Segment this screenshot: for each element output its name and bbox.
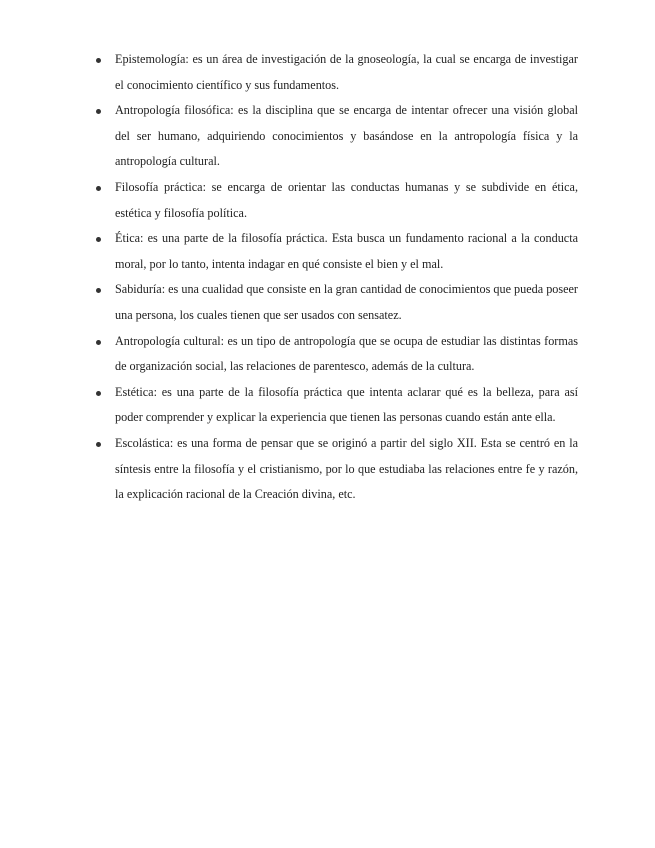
list-item: [96, 98, 578, 175]
list-item-text: Epistemología: es un área de investigación de la gnoseología, la cual se encarga de investigar el conocimiento científico y sus fundamentos.: [115, 52, 578, 92]
list-item-text: Antropología filosófica: es la disciplina que se encarga de intentar ofrecer una visión global del ser humano, adquiriendo conocimientos y basándose en la antropología física y la antropología cultural.: [115, 103, 578, 169]
list-item-text: Antropología cultural: es un tipo de antropología que se ocupa de estudiar las distintas formas de organización social, las relaciones de parentesco, además de la cultura.: [115, 333, 578, 374]
list-item: [96, 277, 578, 328]
bullet-icon: [96, 237, 101, 242]
list-item-text: Estética: es una parte de la filosofía práctica que intenta aclarar qué es la belleza, para así poder comprender y explicar la experiencia que tienen las personas cuando están ante ella.: [115, 384, 578, 425]
bullet-icon: [96, 288, 101, 293]
list-item-text: Escolástica: es una forma de pensar que se originó a partir del siglo XII. Esta se centró en la síntesis entre la filosofía y el cristianismo, por lo que estudiaba las relaciones entre fe y razón, la explicación racional de la Creación divina, etc.: [115, 435, 578, 502]
list-item-text: Sabiduría: es una cualidad que consiste en la gran cantidad de conocimientos que pueda poseer una persona, los cuales tienen que ser usados con sensatez.: [115, 282, 578, 322]
bullet-icon: [96, 109, 101, 114]
bullet-icon: [96, 58, 101, 63]
list-item: [96, 175, 578, 226]
bullet-icon: [96, 186, 101, 191]
list-item-text: Ética: es una parte de la filosofía práctica. Esta busca un fundamento racional a la conducta moral, por lo tanto, intenta indagar en qué consiste el bien y el mal.: [115, 231, 578, 271]
bullet-icon: [96, 442, 101, 447]
bullet-icon: [96, 391, 101, 396]
bullet-icon: [96, 340, 101, 345]
list-item: [96, 431, 578, 508]
list-item: [96, 226, 578, 277]
definitions-list: [96, 47, 578, 508]
list-item: [96, 47, 578, 98]
list-item: [96, 329, 578, 380]
list-item: [96, 380, 578, 431]
list-item-text: Filosofía práctica: se encarga de orientar las conductas humanas y se subdivide en ética, estética y filosofía política.: [115, 179, 578, 220]
